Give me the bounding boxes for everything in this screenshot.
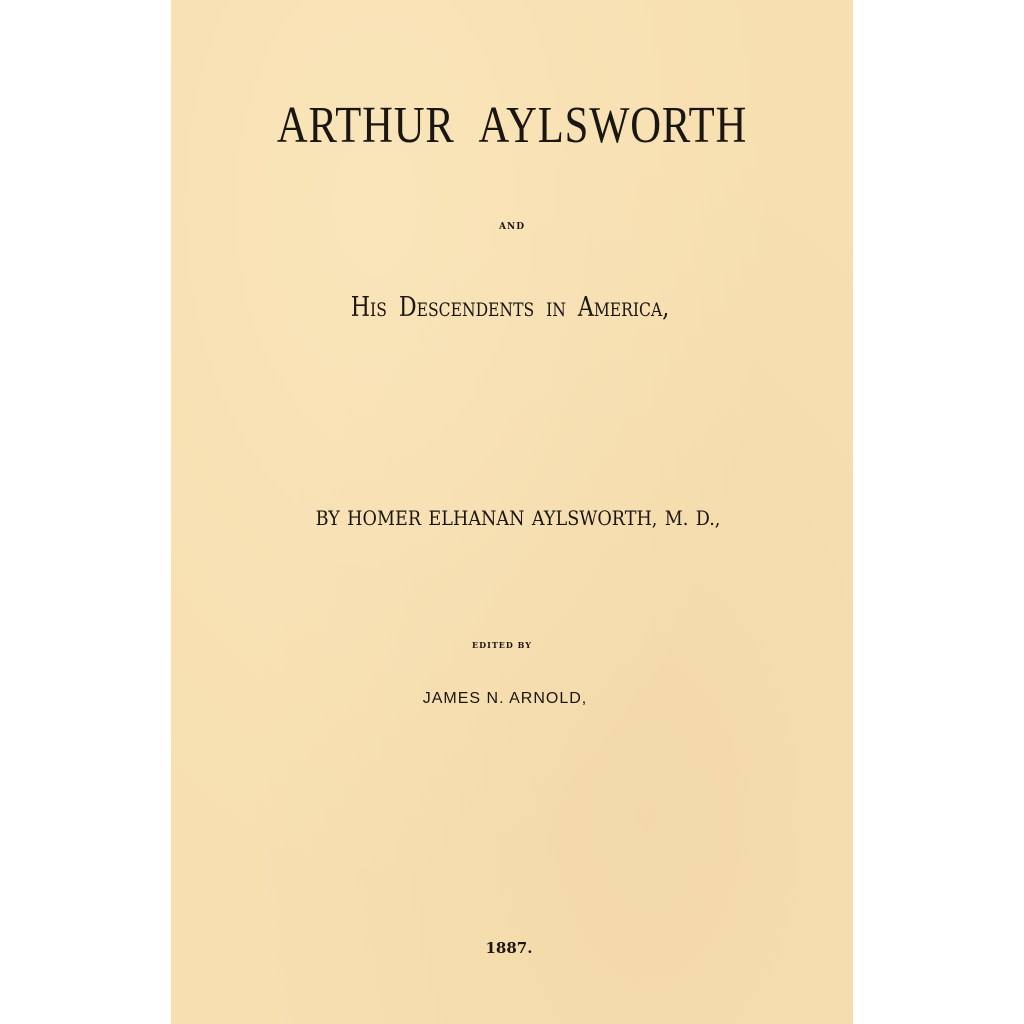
author-line: BY HOMER ELHANAN AYLSWORTH, M. D., <box>315 506 721 530</box>
edited-by-label: EDITED BY <box>472 640 532 650</box>
book-subtitle: His Descendents in America, <box>350 292 670 323</box>
book-title: ARTHUR AYLSWORTH <box>276 97 748 154</box>
connector-and: AND <box>498 222 525 232</box>
title-page <box>171 0 853 1024</box>
editor-name: JAMES N. ARNOLD, <box>422 690 588 707</box>
publication-year: 1887. <box>485 939 533 957</box>
